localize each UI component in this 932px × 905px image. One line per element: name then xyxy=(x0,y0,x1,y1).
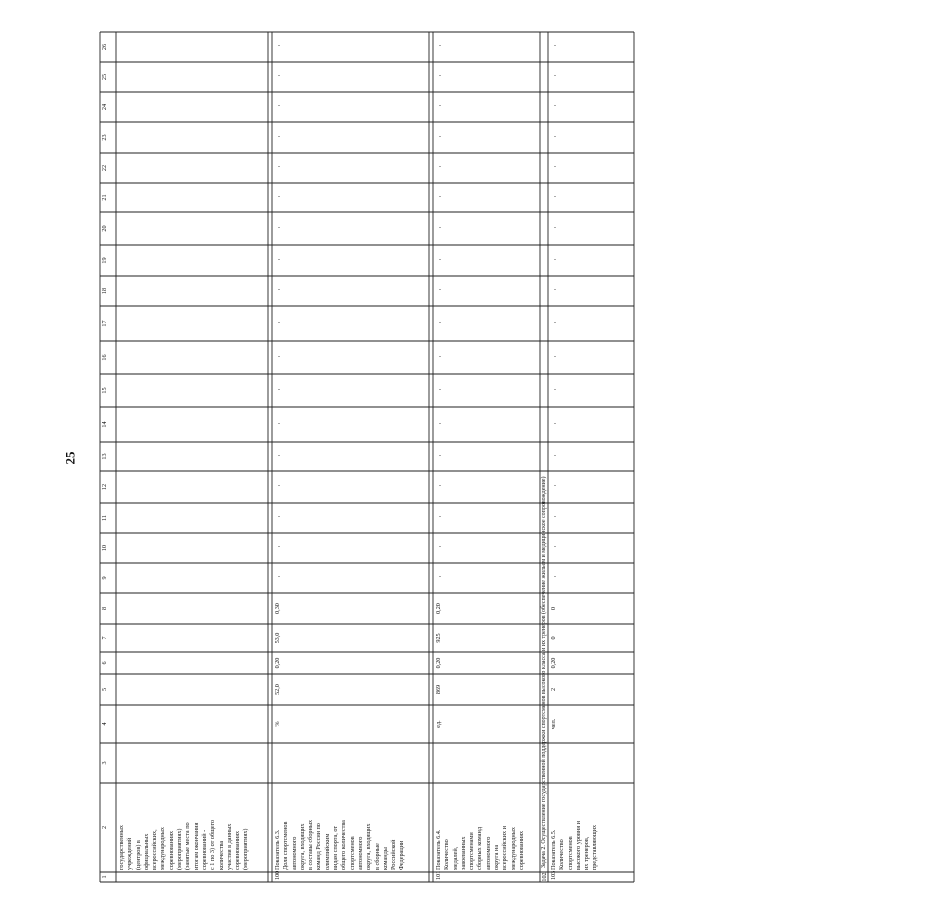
empty-dash: - xyxy=(439,193,441,200)
row-100-c6 xyxy=(274,654,427,672)
row-103-c5-text: 2 xyxy=(550,687,557,692)
empty-dash: - xyxy=(439,319,441,326)
empty-dash: - xyxy=(439,483,441,489)
header-col-22-text: 22 xyxy=(101,164,108,172)
row-cont-c8 xyxy=(118,595,266,622)
row-100-c8 xyxy=(274,595,427,622)
empty-dash: - xyxy=(554,452,556,459)
header-col-24 xyxy=(101,92,115,122)
empty-dash: - xyxy=(439,544,441,550)
row-103-name xyxy=(550,785,632,870)
row-100-c6-text: 0,20 xyxy=(274,657,281,669)
header-col-10 xyxy=(101,533,115,563)
header-col-21-text: 21 xyxy=(101,194,108,201)
empty-dash: - xyxy=(439,164,441,170)
header-col-17-text: 17 xyxy=(101,320,108,327)
empty-dash: - xyxy=(554,256,556,263)
empty-dash: - xyxy=(278,386,280,393)
empty-dash: - xyxy=(278,353,280,360)
empty-dash: - xyxy=(439,224,441,231)
empty-dash: - xyxy=(554,514,556,520)
row-103-c5 xyxy=(550,676,632,703)
empty-dash: - xyxy=(554,43,556,49)
header-col-17 xyxy=(101,306,115,341)
empty-dash: - xyxy=(554,193,556,200)
empty-dash: - xyxy=(278,420,280,427)
header-col-12-text: 12 xyxy=(101,483,108,491)
row-100-c7 xyxy=(274,626,427,650)
row-100-name xyxy=(274,785,427,870)
empty-dash: - xyxy=(278,193,280,200)
header-col-24-text: 24 xyxy=(101,103,108,111)
empty-dash: - xyxy=(278,287,280,293)
header-col-14 xyxy=(101,407,115,442)
empty-dash: - xyxy=(278,452,280,459)
row-cont-num xyxy=(118,874,266,880)
empty-dash: - xyxy=(278,164,280,170)
header-col-23 xyxy=(101,122,115,153)
row-101-unit xyxy=(435,707,538,741)
empty-dash: - xyxy=(554,224,556,231)
header-col-15 xyxy=(101,374,115,407)
empty-dash: - xyxy=(554,420,556,427)
row-102-num-text: 102 xyxy=(541,872,548,882)
empty-dash: - xyxy=(439,514,441,520)
header-col-1-text: 1 xyxy=(101,875,108,879)
empty-dash: - xyxy=(278,256,280,263)
empty-dash: - xyxy=(278,574,280,580)
header-col-26 xyxy=(101,32,115,62)
row-101-c6 xyxy=(435,654,538,672)
header-col-7 xyxy=(101,624,115,652)
empty-dash: - xyxy=(439,386,441,393)
header-col-6 xyxy=(101,652,115,674)
empty-dash: - xyxy=(554,574,556,580)
header-col-9-text: 9 xyxy=(101,576,108,580)
header-col-11 xyxy=(101,503,115,533)
row-101-c7-text: 925 xyxy=(435,633,442,643)
row-103-c6 xyxy=(550,654,632,672)
header-col-14-text: 14 xyxy=(101,421,108,428)
header-col-25-text: 25 xyxy=(101,73,108,81)
header-col-3 xyxy=(101,743,115,783)
empty-dash: - xyxy=(554,353,556,360)
row-103-num-text: 103 xyxy=(550,870,557,880)
header-col-5 xyxy=(101,674,115,705)
task-band-label: Задача 2. Осуществление государственной поддержки спортсменов высокого класса и их тренеров (обеспечение жильем и медицинское сопровождение) xyxy=(541,476,547,868)
header-col-20 xyxy=(101,212,115,245)
row-103-c7 xyxy=(550,626,632,650)
row-101-c5-text: 869 xyxy=(435,684,442,695)
header-col-25 xyxy=(101,62,115,92)
header-col-19-text: 19 xyxy=(101,257,108,264)
empty-dash: - xyxy=(278,483,280,489)
empty-dash: - xyxy=(278,319,280,326)
empty-dash: - xyxy=(439,452,441,459)
empty-dash: - xyxy=(439,43,441,49)
empty-dash: - xyxy=(439,256,441,263)
empty-dash: - xyxy=(554,544,556,550)
empty-dash: - xyxy=(278,544,280,550)
row-101-name xyxy=(435,785,538,870)
empty-dash: - xyxy=(554,287,556,293)
row-103-name-text: Показатель 6.5. Количество спортсменов высокого уровня и их тренеров, представляющих xyxy=(550,821,599,870)
empty-dash: - xyxy=(278,103,280,109)
row-100-c7-text: 53,0 xyxy=(274,632,281,644)
header-col-26-text: 26 xyxy=(101,43,108,51)
header-col-13-text: 13 xyxy=(101,453,108,460)
row-103-c8 xyxy=(550,595,632,622)
row-cont-name-text: государственных учреждений (центров) в официальных всероссийских, международных соревнованиях (мероприятиях) (занятые места по итогам окончания соревнований - с 1 по 3) от общего количества участия в данных соревнованиях (мероприятиях) xyxy=(118,819,250,870)
header-col-19 xyxy=(101,245,115,276)
header-col-4-text: 4 xyxy=(101,722,108,726)
empty-dash: - xyxy=(554,103,556,109)
empty-dash: - xyxy=(439,420,441,427)
header-col-18-text: 18 xyxy=(101,287,108,295)
header-col-8 xyxy=(101,593,115,624)
row-cont-c6 xyxy=(118,654,266,672)
header-col-1 xyxy=(101,872,115,882)
row-cont-unit xyxy=(118,707,266,741)
empty-dash: - xyxy=(554,133,556,140)
header-col-15-text: 15 xyxy=(101,387,108,394)
row-101-c5 xyxy=(435,676,538,703)
row-cont-c7 xyxy=(118,626,266,650)
row-100-num-text: 100 xyxy=(274,870,281,880)
empty-dash: - xyxy=(439,574,441,580)
empty-dash: - xyxy=(278,224,280,231)
row-103-c6-text: 0,20 xyxy=(550,657,557,669)
empty-dash: - xyxy=(439,133,441,140)
row-101-c8 xyxy=(435,595,538,622)
row-101-c8-text: 0,20 xyxy=(435,603,442,614)
empty-dash: - xyxy=(439,353,441,360)
row-100-name-text: Показатель 6.3. Доля спортсменов автономного округа, входящих в составы сборных команд России по олимпийским видам спорта, от общего количества спортсменов автономного округа, входящих в сборные команды Российской Федерации xyxy=(274,819,406,870)
row-103-unit xyxy=(550,707,632,741)
row-101-num xyxy=(435,870,538,880)
header-col-10-text: 10 xyxy=(101,544,108,552)
header-col-3-text: 3 xyxy=(101,761,108,765)
row-100-c8-text: 0,30 xyxy=(274,603,281,614)
header-col-12 xyxy=(101,471,115,503)
row-101-num-text: 101 xyxy=(435,870,442,880)
header-col-23-text: 23 xyxy=(101,134,108,141)
header-col-13 xyxy=(101,442,115,471)
header-col-16-text: 16 xyxy=(101,354,108,361)
header-col-2 xyxy=(101,783,115,872)
empty-dash: - xyxy=(278,43,280,49)
row-cont-name xyxy=(118,785,266,870)
row-103-c8-text: 0 xyxy=(550,606,557,611)
page-number: 25 xyxy=(62,451,77,465)
row-100-c5 xyxy=(274,676,427,703)
empty-dash: - xyxy=(554,73,556,79)
header-col-9 xyxy=(101,563,115,593)
row-cont-c5 xyxy=(118,676,266,703)
header-col-21 xyxy=(101,183,115,212)
empty-dash: - xyxy=(554,386,556,393)
header-col-5-text: 5 xyxy=(101,687,108,692)
row-101-c6-text: 0,20 xyxy=(435,657,442,669)
header-col-6-text: 6 xyxy=(101,661,108,665)
empty-dash: - xyxy=(439,73,441,79)
header-col-4 xyxy=(101,705,115,743)
row-101-c7 xyxy=(435,626,538,650)
header-col-20-text: 20 xyxy=(101,225,108,232)
empty-dash: - xyxy=(554,483,556,489)
header-col-16 xyxy=(101,341,115,374)
header-col-11-text: 11 xyxy=(101,515,108,521)
row-103-unit-text: чел. xyxy=(550,718,557,730)
empty-dash: - xyxy=(278,133,280,140)
header-col-2-text: 2 xyxy=(101,825,108,830)
empty-dash: - xyxy=(554,319,556,326)
header-col-22 xyxy=(101,153,115,183)
row-101-name-text: Показатель 6.4. Количество медалей, завоеванных спортсменами сборных команд автономного округа на всероссийских и международных соревнованиях xyxy=(435,826,525,870)
row-101-unit-text: ед. xyxy=(435,720,442,728)
row-100-c5-text: 52,0 xyxy=(274,684,281,695)
header-col-8-text: 8 xyxy=(101,606,108,611)
header-col-18 xyxy=(101,276,115,306)
empty-dash: - xyxy=(278,73,280,79)
empty-dash: - xyxy=(554,164,556,170)
empty-dash: - xyxy=(439,103,441,109)
row-103-c7-text: 0 xyxy=(550,636,557,640)
header-col-7-text: 7 xyxy=(101,636,108,640)
row-100-num xyxy=(274,870,427,880)
row-103-num xyxy=(550,870,632,880)
empty-dash: - xyxy=(278,514,280,520)
row-100-unit-text: % xyxy=(274,721,281,727)
empty-dash: - xyxy=(439,287,441,293)
row-100-unit xyxy=(274,707,427,741)
